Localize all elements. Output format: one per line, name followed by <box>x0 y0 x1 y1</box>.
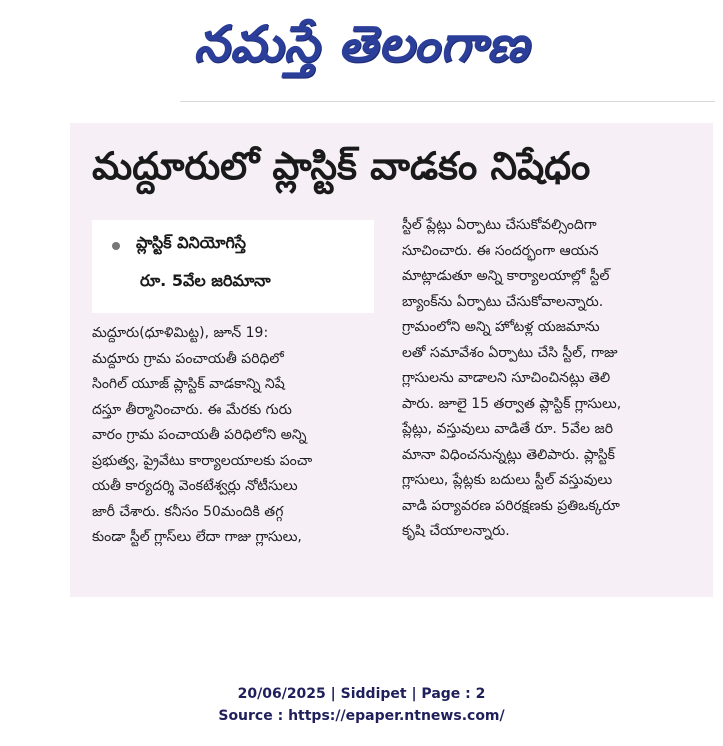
text-line: గ్లాసులు, ప్లేట్లకు బదులు స్టీల్ వస్తువులు <box>402 472 613 488</box>
article-headline: మద్దూరులో ప్లాస్టిక్ వాడకం నిషేధం <box>92 144 591 188</box>
source-link[interactable]: Source : https://epaper.ntnews.com/ <box>218 708 505 724</box>
masthead <box>0 10 723 78</box>
edition-info: 20/06/2025 | Siddipet | Page : 2 <box>237 686 486 702</box>
text-line: దస్తూ తీర్మానించారు. ఈ మేరకు గురు <box>92 401 292 418</box>
text-line: గ్లాసులను వాడాలని సూచించినట్లు తెలి <box>402 370 611 386</box>
text-line: కృషి చేయాలన్నారు. <box>402 523 510 539</box>
masthead-divider <box>180 101 715 102</box>
article-left-column <box>92 321 378 551</box>
text-line: సూచించారు. ఈ సందర్భంగా ఆయన <box>402 242 599 259</box>
article-right-column <box>402 213 688 545</box>
text-line: పారు. జూలై 15 తర్వాత ప్లాస్టిక్ గ్లాసులు, <box>402 395 622 412</box>
text-line: లతో సమావేశం ఏర్పాటు చేసి స్టీల్, గాజు <box>402 344 618 361</box>
text-line: గ్రామంలోని అన్ని హోటళ్ల యజమాను <box>402 319 600 335</box>
newspaper-logo: నమస్తే తెలంగాణ <box>193 15 530 73</box>
text-line: కుండా స్టీల్ గ్లాస్‌లు లేదా గాజు గ్లాసులు, <box>92 529 302 545</box>
highlight-line-1: ప్లాస్టిక్ వినియోగిస్తే <box>136 233 247 252</box>
text-line: మద్దూరు గ్రామ పంచాయతీ పరిధిలో <box>92 350 284 367</box>
news-clipping <box>70 123 713 597</box>
text-line: మద్దూరు(ధూళిమిట్ట), జూన్ 19: <box>92 325 269 341</box>
text-line: స్టీల్ ప్లేట్లు ఏర్పాటు చేసుకోవల్సిందిగా <box>402 217 597 233</box>
bullet-icon <box>112 242 120 250</box>
text-line: బ్యాంక్‌ను ఏర్పాటు చేసుకోవాలన్నారు. <box>402 293 604 310</box>
text-line: యతీ కార్యదర్శి వెంకటేశ్వర్లు నోటీసులు <box>92 478 298 494</box>
text-line: ప్రభుత్వ, ప్రైవేటు కార్యాలయాలకు పంచా <box>92 452 313 469</box>
highlight-box <box>92 220 374 313</box>
text-line: ప్లేట్లు, వస్తువులు వాడితే రూ. 5వేల జరి <box>402 421 614 437</box>
text-line: మానా విధించనున్నట్లు తెలిపారు. ప్లాస్టిక్ <box>402 446 615 463</box>
highlight-line-2: రూ. 5వేల జరిమానా <box>140 271 271 290</box>
text-line: మాట్లాడుతూ అన్ని కార్యాలయాల్లో స్టీల్ <box>402 268 610 284</box>
text-line: వారం గ్రామ పంచాయతీ పరిధిలోని అన్ని <box>92 427 307 443</box>
text-line: వాడి పర్యావరణ పరిరక్షణకు ప్రతిఒక్కరూ <box>402 497 620 514</box>
text-line: సింగిల్ యూజ్ ప్లాస్టిక్ వాడకాన్ని నిషే <box>92 376 285 392</box>
text-line: జారీ చేశారు. కనీసం 50మందికి తగ్గ <box>92 503 284 520</box>
